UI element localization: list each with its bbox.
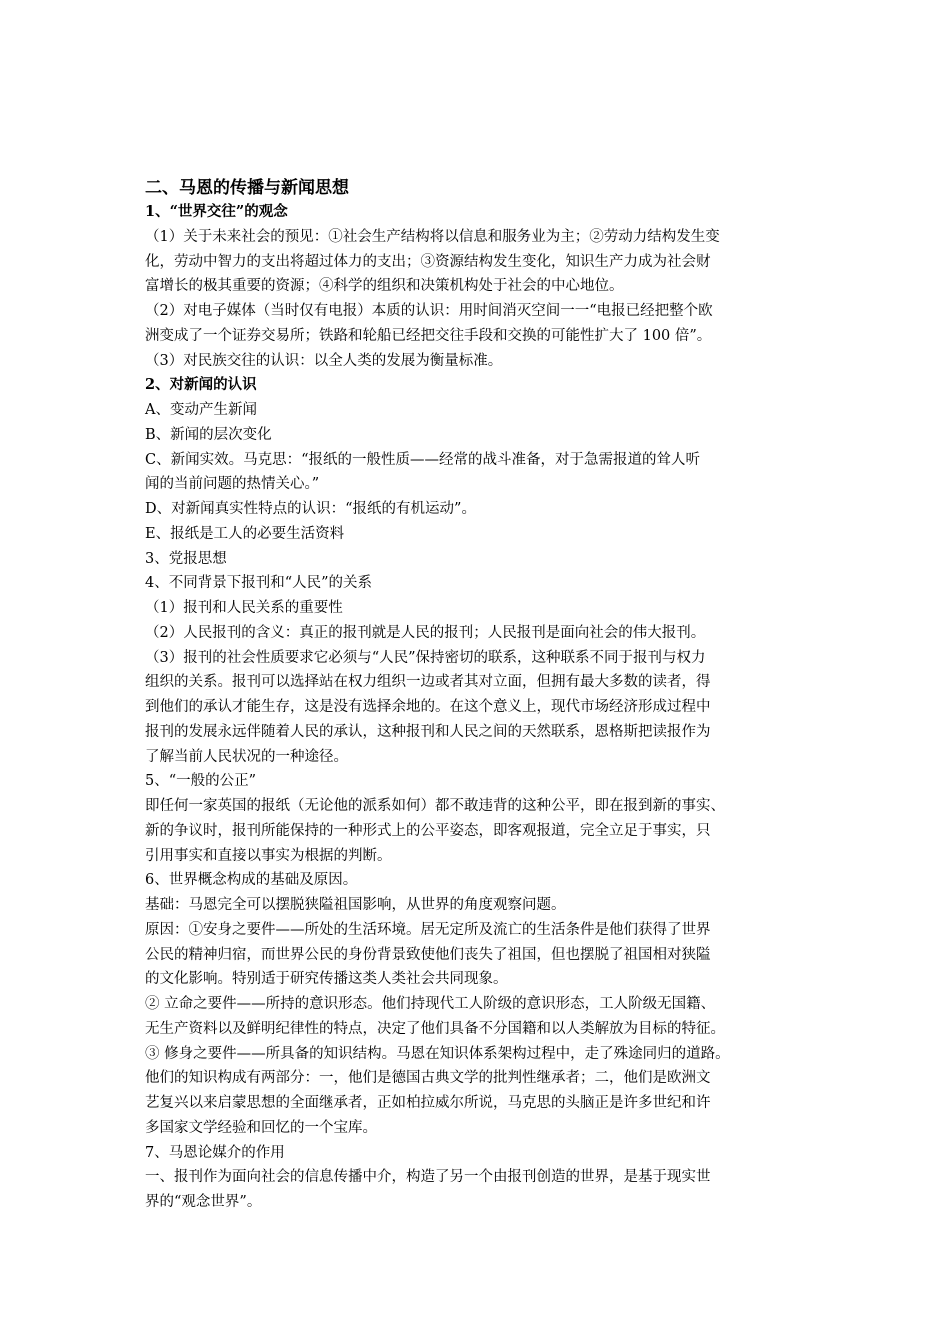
text-line: 报刊的发展永远伴随着人民的承认，这种报刊和人民之间的天然联系，恩格斯把读报作为	[145, 723, 711, 740]
text-line: （1）报刊和人民关系的重要性	[145, 600, 343, 616]
text-line: 富增长的极其重要的资源；④科学的组织和决策机构处于社会的中心地位。	[145, 278, 624, 295]
text-line: 即任何一家英国的报纸（无论他的派系如何）都不敢违背的这种公平，即在报到新的事实、	[145, 798, 725, 814]
text-line: 原因：①安身之要件——所处的生活环境。居无定所及流亡的生活条件是他们获得了世界	[145, 921, 711, 938]
text-line: 界的“观念世界”。	[145, 1194, 262, 1210]
text-line: E、报纸是工人的必要生活资料	[145, 525, 345, 542]
text-line: ③ 修身之要件——所具备的知识结构。马恩在知识体系架构过程中，走了殊途同归的道路。	[145, 1045, 730, 1062]
text-line: 化，劳动中智力的支出将超过体力的支出；③资源结构发生变化，知识生产力成为社会财	[145, 253, 711, 270]
text-line: （3）报刊的社会性质要求它必须与“人民”保持密切的联系，这种联系不同于报刊与权力	[145, 649, 706, 666]
text-line: D、对新闻真实性特点的认识：“报纸的有机运动”。	[145, 501, 476, 517]
text-line: （2）对电子媒体（当时仅有电报）本质的认识：用时间消灭空间一一“电报已经把整个欧	[145, 303, 713, 319]
text-line: 艺复兴以来启蒙思想的全面继承者，正如柏拉威尔所说，马克思的头脑正是许多世纪和许	[145, 1095, 711, 1111]
subheading-line: 1、“世界交往”的观念	[145, 203, 288, 220]
text-line: C、新闻实效。马克思：“报纸的一般性质——经常的战斗准备，对于急需报道的耸人听	[145, 451, 701, 468]
text-line: 洲变成了一个证券交易所；铁路和轮船已经把交往手段和交换的可能性扩大了 100 倍”。	[145, 327, 712, 344]
text-line: 5、“一般的公正”	[145, 773, 257, 790]
text-line: （1）关于未来社会的预见：①社会生产结构将以信息和服务业为主；②劳动力结构发生变	[145, 228, 720, 245]
text-line: 闻的当前问题的热情关心。”	[145, 476, 320, 493]
text-line: 公民的精神归宿，而世界公民的身份背景致使他们丧失了祖国，但也摆脱了祖国相对狭隘	[145, 946, 711, 963]
text-line: 了解当前人民状况的一种途径。	[145, 748, 348, 765]
text-line: （2）人民报刊的含义：真正的报刊就是人民的报刊；人民报刊是面向社会的伟大报刊。	[145, 624, 706, 641]
text-line: 新的争议时，报刊所能保持的一种形式上的公平姿态，即客观报道，完全立足于事实，只	[145, 822, 711, 839]
text-line: 6、世界概念构成的基础及原因。	[145, 872, 358, 889]
text-line: 到他们的承认才能生存，这是没有选择余地的。在这个意义上，现代市场经济形成过程中	[145, 699, 711, 715]
section-title: 二、马恩的传播与新闻思想	[145, 178, 349, 198]
paragraph-lines	[145, 200, 815, 1215]
text-line: 的文化影响。特别适于研究传播这类人类社会共同现象。	[145, 971, 508, 988]
text-line: 引用事实和直接以事实为根据的判断。	[145, 847, 392, 864]
text-line: B、新闻的层次变化	[145, 426, 272, 443]
text-line: 一、报刊作为面向社会的信息传播中介，构造了另一个由报刊创造的世界，是基于现实世	[145, 1169, 711, 1186]
text-line: 组织的关系。报刊可以选择站在权力组织一边或者其对立面，但拥有最大多数的读者，得	[145, 674, 711, 691]
document-body	[145, 176, 815, 1215]
text-line: （3）对民族交往的认识：以全人类的发展为衡量标准。	[145, 352, 503, 369]
text-line: 无生产资料以及鲜明纪律性的特点，决定了他们具备不分国籍和以人类解放为目标的特征。	[145, 1020, 725, 1037]
subheading-line: 2、对新闻的认识	[145, 376, 257, 394]
text-line: 基础：马恩完全可以摆脱狭隘祖国影响，从世界的角度观察问题。	[145, 897, 566, 913]
text-line: 他们的知识构成有两部分：一，他们是德国古典文学的批判性继承者；二，他们是欧洲文	[145, 1070, 711, 1087]
text-line: 4、不同背景下报刊和“人民”的关系	[145, 575, 373, 592]
text-line: 3、党报思想	[145, 550, 227, 567]
text-line: ② 立命之要件——所持的意识形态。他们持现代工人阶级的意识形态，工人阶级无国籍、	[145, 996, 716, 1012]
text-line: 7、马恩论媒介的作用	[145, 1144, 285, 1161]
text-line: A、变动产生新闻	[145, 402, 257, 418]
text-line: 多国家文学经验和回忆的一个宝库。	[145, 1119, 377, 1136]
